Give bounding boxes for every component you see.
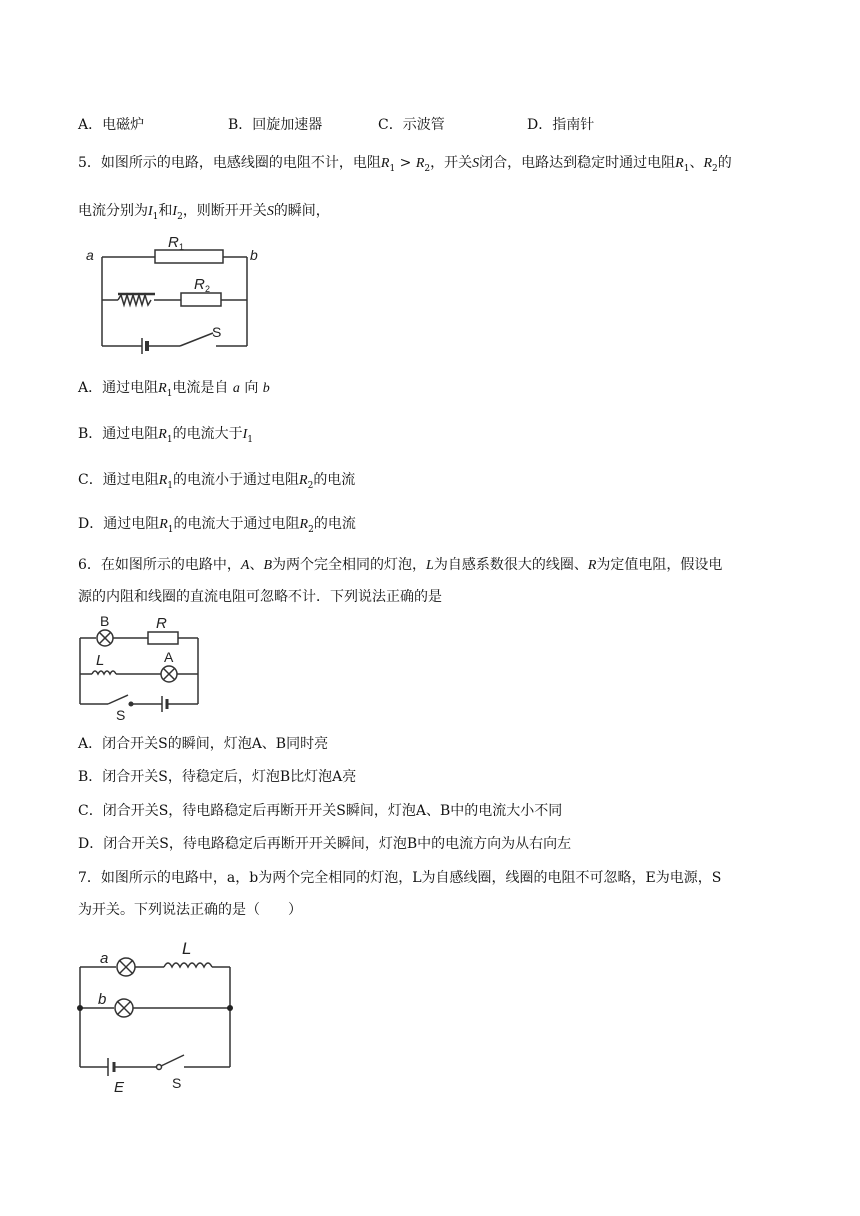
q6-stem-line2: 源的内阻和线圈的直流电阻可忽略不计．下列说法正确的是 xyxy=(78,589,442,605)
q5-option-d: D．通过电阻$R_1$的电流大于通过电阻$R_2$的电流 xyxy=(78,516,356,535)
q4-option-d: D．指南针 xyxy=(527,117,595,133)
q5-stem-line1: 5．如图所示的电路，电感线圈的电阻不计，电阻$R_1 > R_2$，开关S闭合，电路达到稳定时通过电阻$R_1$、$R_2$的 xyxy=(78,155,732,174)
q6-circuit-diagram xyxy=(76,612,216,722)
q6-option-b: B．闭合开关S，待稳定后，灯泡B比灯泡A亮 xyxy=(78,769,357,785)
q6-option-a: A．闭合开关S的瞬间，灯泡A、B同时亮 xyxy=(78,736,329,752)
q7-circuit-diagram xyxy=(76,936,246,1096)
q5-stem-line2: 电流分别为$I_1$和$I_2$，则断开开关S的瞬间， xyxy=(78,203,330,222)
q4-option-a: A．电磁炉 xyxy=(78,117,145,133)
q7-label-S: S xyxy=(172,1075,182,1091)
q6-option-d: D．闭合开关S，待电路稳定后再断开开关瞬间，灯泡B中的电流方向为从右向左 xyxy=(78,836,572,852)
q7-label-E: E xyxy=(114,1079,125,1096)
q7-stem-line2: 为开关。下列说法正确的是（ ） xyxy=(78,902,302,918)
q5-label-r1: R xyxy=(168,234,179,251)
q6-label-S: S xyxy=(116,707,126,723)
q5-option-c: C．通过电阻$R_1$的电流小于通过电阻$R_2$的电流 xyxy=(78,472,356,491)
q7-label-b: b xyxy=(98,991,107,1008)
q5-circuit-diagram xyxy=(80,236,280,356)
q7-label-a: a xyxy=(100,950,109,967)
q5-label-r1-sub: 1 xyxy=(179,242,185,252)
q5-option-a: A．通过电阻$R_1$电流是自 a 向 b xyxy=(78,380,270,399)
q6-label-R: R xyxy=(156,615,167,632)
q4-option-b: B．回旋加速器 xyxy=(228,117,323,133)
q5-label-r2-sub: 2 xyxy=(205,284,211,294)
q5-option-b: B．通过电阻$R_1$的电流大于$I_1$ xyxy=(78,426,253,445)
q5-label-a: a xyxy=(86,247,94,263)
q4-option-c: C．示波管 xyxy=(378,117,445,133)
q5-label-switch: S xyxy=(212,324,222,340)
q6-stem-line1: 6．在如图所示的电路中，A、B为两个完全相同的灯泡，L为自感系数很大的线圈、R为定值电阻，假设电 xyxy=(78,557,723,573)
q5-label-r2: R xyxy=(194,276,205,293)
q7-stem-line1: 7．如图所示的电路中，a，b为两个完全相同的灯泡，L为自感线圈，线圈的电阻不可忽略，E为电源，S xyxy=(78,870,722,886)
q7-label-L: L xyxy=(182,939,192,958)
q6-label-B: B xyxy=(100,613,110,629)
q6-label-L: L xyxy=(96,652,105,669)
q5-label-b: b xyxy=(250,247,258,263)
q6-option-c: C．闭合开关S，待电路稳定后再断开开关S瞬间，灯泡A、B中的电流大小不同 xyxy=(78,803,563,819)
q6-label-A: A xyxy=(164,649,174,665)
